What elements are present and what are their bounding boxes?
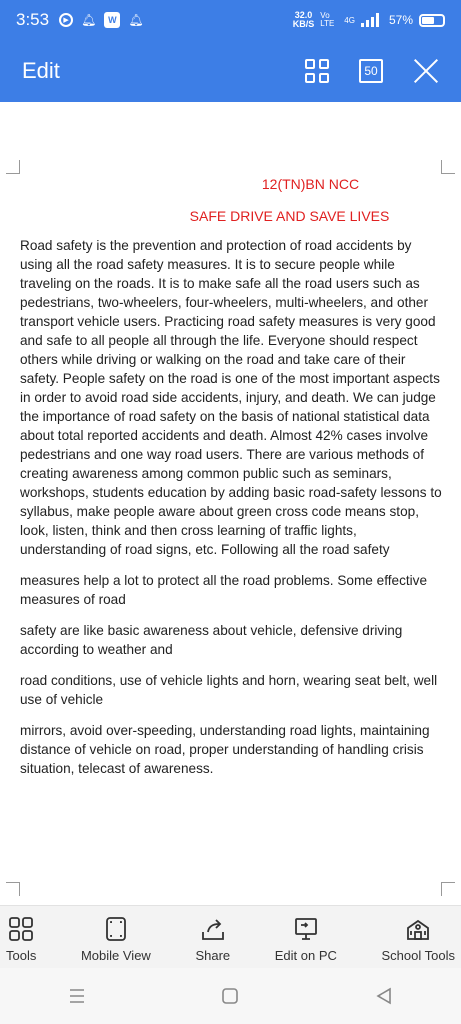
document-body [20, 236, 444, 790]
page-corner-mark [441, 882, 455, 896]
toolbar-label: Mobile View [80, 948, 151, 963]
status-right [293, 11, 445, 29]
document-page[interactable] [0, 102, 461, 905]
app-bar [0, 40, 461, 102]
signal-label: 4G [344, 15, 355, 25]
battery-icon [419, 14, 445, 27]
toolbar-tools-button[interactable] [6, 906, 36, 968]
paragraph: Road safety is the prevention and protection of road accidents by using all the road safety measures. It is to secure people while traveling on the roads. It is to make safe all the road users such as pedestrians, two-wheelers, four-wheelers, multi-wheelers, and other transport vehicle users. Practicing road safety measures is very good and safe to all people all through the life. Everyone should respect others while driving or walking on the road and take care of their safety. People safety on the road is one of the most important aspects in order to avoid road side accidents, injury, and death. We can judge the importance of road safety on the basis of national statistical data about total reported accidents and death. Almost 42% cases involve pedestrians and one way road users. There are various methods of creating awareness among common public such as seminars, workshops, students education by adding basic road-safety lessons to syllabus, make people aware about green cross code means stop, look, listen, think and then cross learning of traffic lights, understanding of road signs, etc. Following all the road safety [20, 238, 442, 557]
toolbar-share-button[interactable] [195, 906, 230, 968]
page-corner-mark [6, 160, 20, 174]
paragraph: measures help a lot to protect all the road problems. Some effective measures of road [20, 573, 428, 607]
school-tools-icon [405, 916, 431, 942]
toolbar-school-tools-button[interactable] [382, 906, 455, 968]
bottom-toolbar [0, 905, 461, 968]
toolbar-label: Tools [6, 948, 37, 963]
paragraph: safety are like basic awareness about vehicle, defensive driving according to weather and [20, 623, 403, 657]
edit-on-pc-icon [293, 916, 319, 942]
notification-bell-icon-2: 🔔︎ [128, 13, 144, 27]
paragraph: road conditions, use of vehicle lights and horn, wearing seat belt, well use of vehicle [20, 673, 438, 707]
document-header-unit: 12(TN)BN NCC [261, 176, 360, 192]
app-actions [305, 58, 439, 84]
paragraph: mirrors, avoid over-speeding, understanding road lights, maintaining distance of vehicle on road, proper understanding of handling crisis situation, telecast of awareness. [20, 723, 430, 776]
document-title: SAFE DRIVE AND SAVE LIVES [189, 208, 390, 224]
notification-bell-icon: 🔔︎ [81, 13, 97, 27]
mobile-view-icon [103, 916, 129, 942]
page-corner-mark [6, 882, 20, 896]
speed-value: 32.0 [294, 10, 313, 20]
pages-count-button[interactable]: 50 [359, 59, 383, 83]
volte-label: Vo LTE [320, 11, 335, 28]
recent-apps-icon[interactable] [66, 985, 88, 1007]
app-notification-icon: W [104, 12, 120, 28]
page-title: Edit [22, 58, 60, 83]
system-nav-bar [0, 968, 461, 1024]
close-icon[interactable] [413, 58, 439, 84]
status-bar [0, 0, 461, 40]
share-icon [200, 916, 226, 942]
network-speed [293, 11, 315, 29]
back-icon[interactable] [373, 985, 395, 1007]
speed-unit: KB/S [292, 19, 315, 29]
status-time: 3:53 [16, 10, 50, 29]
battery-percent: 57% [388, 13, 413, 27]
toolbar-label: Share [195, 948, 231, 963]
tools-icon [8, 916, 34, 942]
media-status-icon: ▶ [59, 13, 73, 27]
grid-view-icon[interactable] [305, 59, 329, 83]
toolbar-mobile-view-button[interactable] [81, 906, 151, 968]
toolbar-edit-on-pc-button[interactable] [275, 906, 337, 968]
toolbar-label: Edit on PC [274, 948, 337, 963]
home-icon[interactable] [219, 985, 241, 1007]
signal-strength-icon [361, 13, 383, 27]
toolbar-label: School Tools [381, 948, 455, 963]
page-corner-mark [441, 160, 455, 174]
